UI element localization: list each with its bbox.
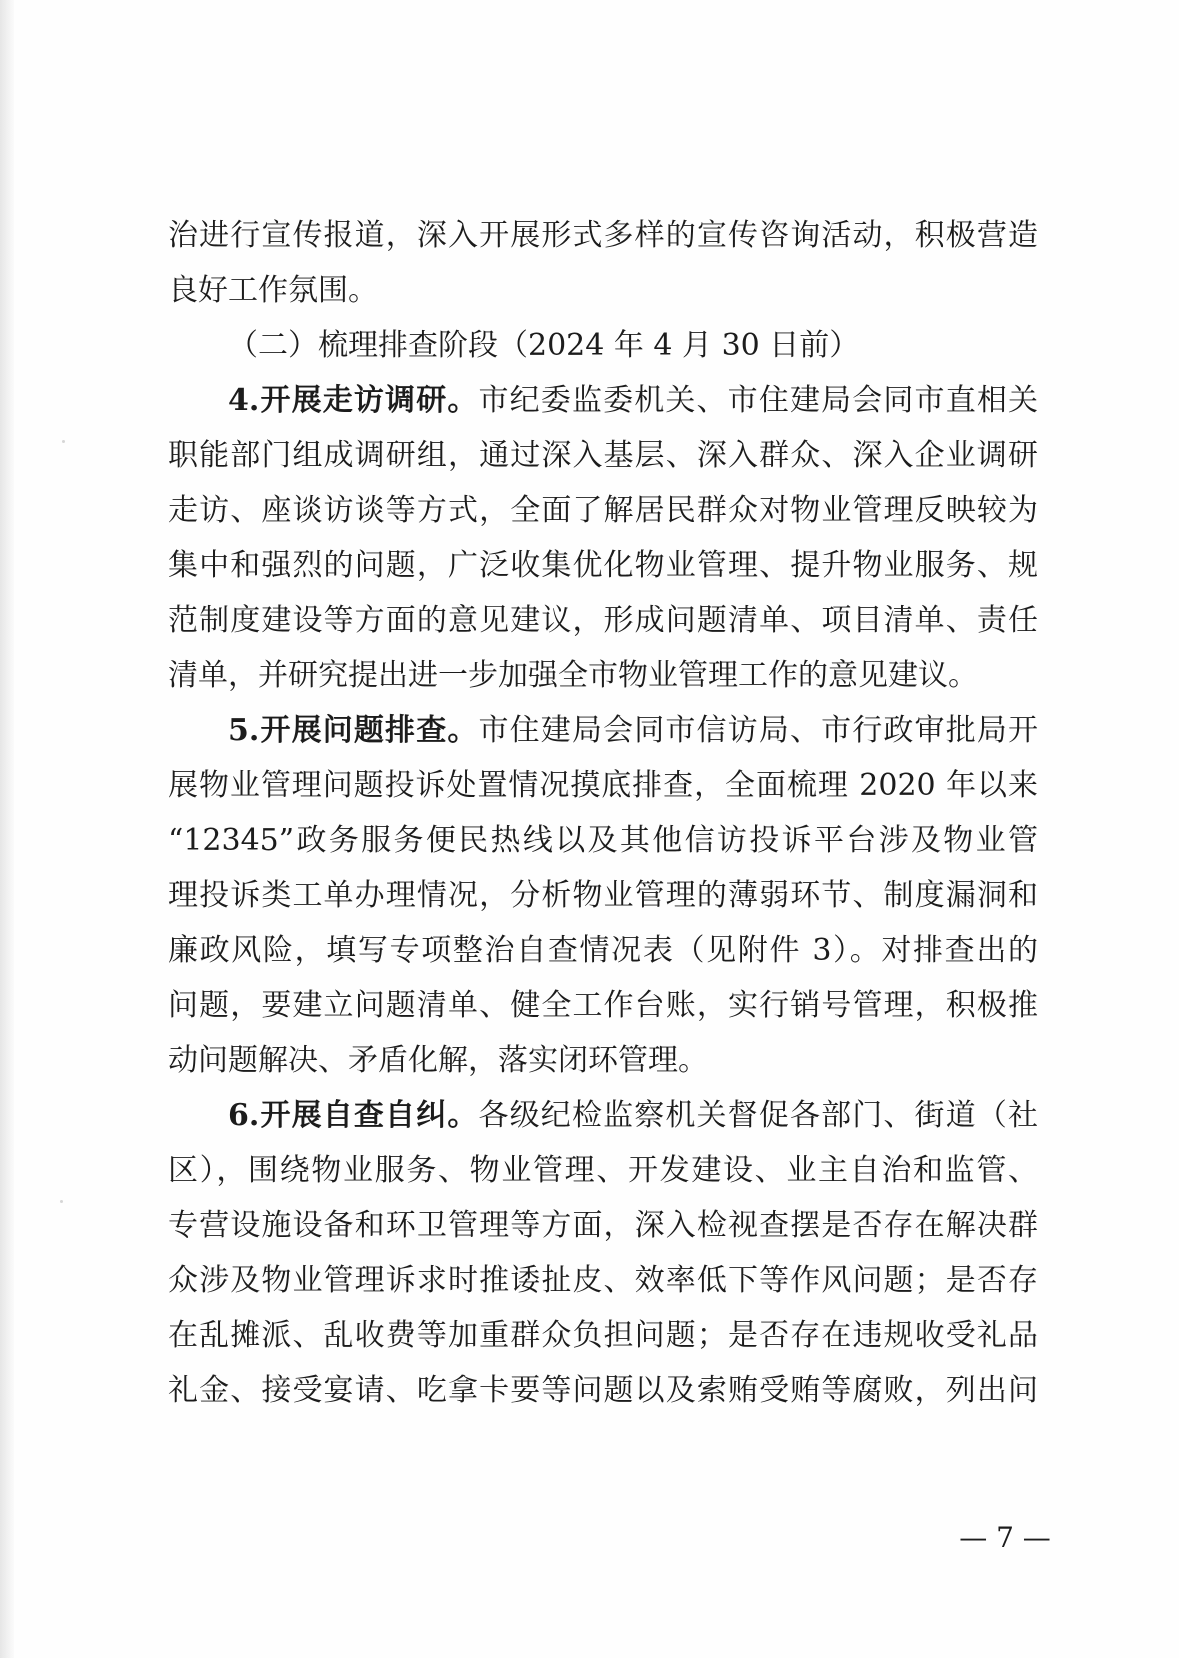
item-title: 4.开展走访调研。 <box>228 383 479 418</box>
scan-speck <box>62 440 65 443</box>
text-line: 治进行宣传报道，深入开展形式多样的宣传咨询活动，积极营造 <box>168 218 1038 253</box>
text-line: 良好工作氛围。 <box>168 273 378 308</box>
item-text: 市纪委监委机关、市住建局会同市直相关 <box>478 383 1038 418</box>
text-line: 职能部门组成调研组，通过深入基层、深入群众、深入企业调研 <box>168 438 1038 473</box>
document-body <box>168 208 1038 1418</box>
text-line: 专营设施设备和环卫管理等方面，深入检视查摆是否存在解决群 <box>168 1208 1038 1243</box>
text-line: 礼金、接受宴请、吃拿卡要等问题以及索贿受贿等腐败，列出问 <box>168 1373 1038 1408</box>
item-text: 各级纪检监察机关督促各部门、街道（社 <box>478 1098 1038 1133</box>
section-heading: （二）梳理排查阶段（2024 年 4 月 30 日前） <box>228 328 860 363</box>
text-line: 动问题解决、矛盾化解，落实闭环管理。 <box>168 1043 708 1078</box>
paragraph-intro <box>168 208 1038 318</box>
text-line: “12345”政务服务便民热线以及其他信访投诉平台涉及物业管 <box>168 823 1038 858</box>
text-line: 众涉及物业管理诉求时推诿扯皮、效率低下等作风问题；是否存 <box>168 1263 1038 1298</box>
text-line: 范制度建设等方面的意见建议，形成问题清单、项目清单、责任 <box>168 603 1038 638</box>
paragraph-item-6 <box>168 1088 1038 1418</box>
text-line: 清单，并研究提出进一步加强全市物业管理工作的意见建议。 <box>168 658 978 693</box>
text-line <box>168 1088 1038 1143</box>
paragraph-item-5 <box>168 703 1038 1088</box>
item-title: 6.开展自查自纠。 <box>228 1098 479 1133</box>
text-line: 理投诉类工单办理情况，分析物业管理的薄弱环节、制度漏洞和 <box>168 878 1038 913</box>
text-line: 在乱摊派、乱收费等加重群众负担问题；是否存在违规收受礼品 <box>168 1318 1038 1353</box>
text-line: 区），围绕物业服务、物业管理、开发建设、业主自治和监管、 <box>168 1153 1038 1188</box>
item-title: 5.开展问题排查。 <box>228 713 479 748</box>
text-line: 问题，要建立问题清单、健全工作台账，实行销号管理，积极推 <box>168 988 1038 1023</box>
text-line: 展物业管理问题投诉处置情况摸底排查，全面梳理 2020 年以来 <box>168 768 1038 803</box>
scan-speck <box>60 1200 63 1203</box>
item-text: 市住建局会同市信访局、市行政审批局开 <box>478 713 1038 748</box>
text-line: 集中和强烈的问题，广泛收集优化物业管理、提升物业服务、规 <box>168 548 1038 583</box>
text-line <box>168 373 1038 428</box>
scan-edge-shadow <box>0 0 14 1658</box>
text-line: 走访、座谈访谈等方式，全面了解居民群众对物业管理反映较为 <box>168 493 1038 528</box>
page-number: — 7 — <box>959 1521 1051 1554</box>
paragraph-item-4 <box>168 373 1038 703</box>
text-line: 廉政风险，填写专项整治自查情况表（见附件 3）。对排查出的 <box>168 933 1038 968</box>
text-line <box>168 703 1038 758</box>
